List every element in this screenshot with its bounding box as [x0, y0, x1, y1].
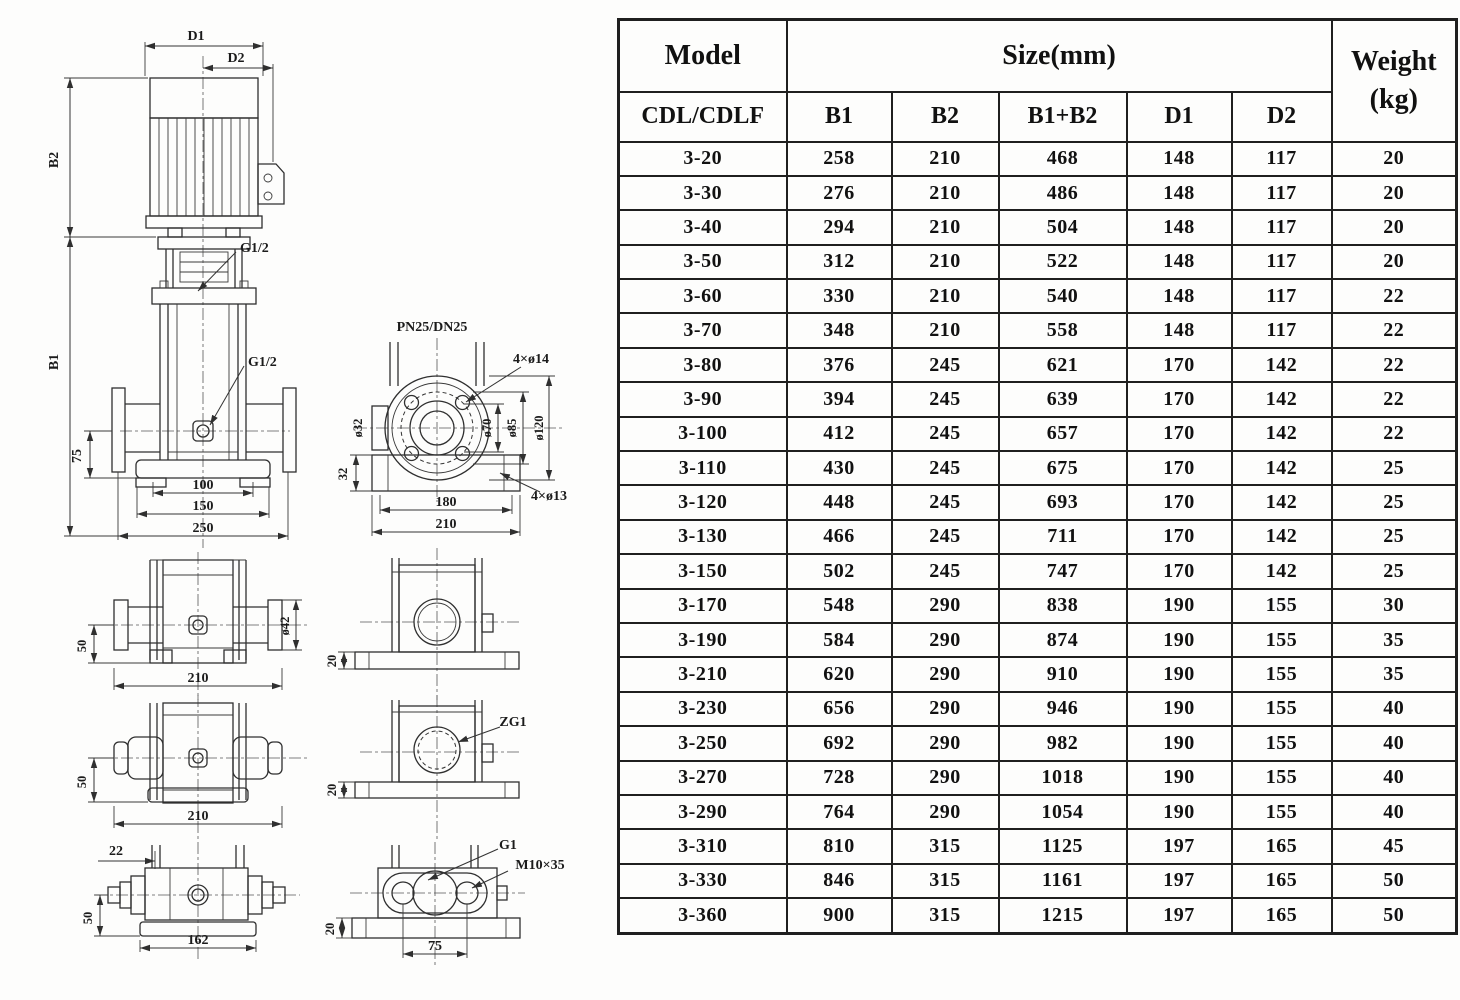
dim-cell: 846 — [787, 864, 892, 898]
dim-cell: 245 — [892, 348, 999, 382]
dim-cell: 20 — [1332, 210, 1457, 244]
table-row — [619, 520, 1457, 554]
dim-cell: 165 — [1232, 829, 1332, 863]
threaded-ports-front-view — [75, 695, 310, 840]
dim-22-label: 22 — [109, 844, 123, 859]
dim-cell: 117 — [1232, 142, 1332, 176]
dim-cell: 148 — [1127, 210, 1232, 244]
dim-cell: 170 — [1127, 451, 1232, 485]
dim-cell: 148 — [1127, 279, 1232, 313]
dim-cell: 290 — [892, 692, 999, 726]
model-cell: 3-170 — [619, 589, 787, 623]
dimension-table — [617, 18, 1455, 935]
stud-spec-label: M10×35 — [515, 858, 565, 873]
dim-150-label: 150 — [192, 499, 214, 514]
dim-cell: 245 — [892, 485, 999, 519]
table-row — [619, 485, 1457, 519]
dim-cell: 711 — [999, 520, 1127, 554]
model-cell: 3-310 — [619, 829, 787, 863]
threaded-ports-side-view — [325, 695, 527, 840]
dim-cell: 245 — [892, 554, 999, 588]
dim-cell: 210 — [892, 279, 999, 313]
model-cell: 3-270 — [619, 761, 787, 795]
dim-cell: 25 — [1332, 554, 1457, 588]
dim-cell: 290 — [892, 623, 999, 657]
table-row — [619, 382, 1457, 416]
col-header-b2: B2 — [892, 92, 999, 142]
dim-cell: 117 — [1232, 245, 1332, 279]
table-row — [619, 657, 1457, 691]
dim-180-label: 180 — [435, 495, 457, 510]
dim-cell: 117 — [1232, 210, 1332, 244]
dim-cell: 190 — [1127, 657, 1232, 691]
table-row — [619, 623, 1457, 657]
dim-cell: 430 — [787, 451, 892, 485]
size-group-header: Size(mm) — [787, 20, 1332, 92]
dim-cell: 210 — [892, 176, 999, 210]
drain-port-label: G1/2 — [248, 355, 277, 370]
model-cell: 3-90 — [619, 382, 787, 416]
dim-20-label: 20 — [325, 654, 339, 668]
dim-cell: 1215 — [999, 898, 1127, 933]
dim-32-label: 32 — [336, 467, 350, 481]
dim-cell: 142 — [1232, 451, 1332, 485]
dim-cell: 190 — [1127, 761, 1232, 795]
weight-unit-label: (kg) — [1369, 83, 1418, 115]
elevation-view — [47, 29, 296, 548]
table-row — [619, 589, 1457, 623]
dim-cell: 190 — [1127, 726, 1232, 760]
table-row — [619, 829, 1457, 863]
dim-cell: 1018 — [999, 761, 1127, 795]
model-cell: 3-190 — [619, 623, 787, 657]
dim-cell: 190 — [1127, 589, 1232, 623]
dim-cell: 155 — [1232, 761, 1332, 795]
dim-cell: 620 — [787, 657, 892, 691]
dim-cell: 982 — [999, 726, 1127, 760]
dim-50-label: 50 — [75, 775, 89, 789]
dim-cell: 117 — [1232, 313, 1332, 347]
bolt-circle-dia-label: ø85 — [505, 418, 519, 438]
dim-cell: 25 — [1332, 520, 1457, 554]
dim-cell: 245 — [892, 382, 999, 416]
dim-cell: 448 — [787, 485, 892, 519]
dim-cell: 142 — [1232, 382, 1332, 416]
model-cell: 3-360 — [619, 898, 787, 933]
table-row — [619, 210, 1457, 244]
dim-cell: 45 — [1332, 829, 1457, 863]
dim-cell: 190 — [1127, 623, 1232, 657]
dim-cell: 312 — [787, 245, 892, 279]
vent-port-label: G1/2 — [240, 241, 269, 256]
dim-cell: 294 — [787, 210, 892, 244]
dim-cell: 170 — [1127, 382, 1232, 416]
dim-b1-label: B1 — [47, 353, 62, 371]
dim-cell: 155 — [1232, 795, 1332, 829]
dim-cell: 210 — [892, 313, 999, 347]
dim-cell: 675 — [999, 451, 1127, 485]
dim-cell: 522 — [999, 245, 1127, 279]
dim-cell: 117 — [1232, 176, 1332, 210]
dim-cell: 412 — [787, 417, 892, 451]
col-header-d1: D1 — [1127, 92, 1232, 142]
table-row — [619, 313, 1457, 347]
dim-cell: 764 — [787, 795, 892, 829]
table-row — [619, 176, 1457, 210]
table-row — [619, 451, 1457, 485]
flange-plan-view — [336, 320, 567, 536]
dim-cell: 747 — [999, 554, 1127, 588]
dim-cell: 50 — [1332, 898, 1457, 933]
dim-cell: 155 — [1232, 623, 1332, 657]
dim-cell: 466 — [787, 520, 892, 554]
dim-cell: 486 — [999, 176, 1127, 210]
dim-210-flange-label: 210 — [435, 517, 457, 532]
dim-cell: 35 — [1332, 657, 1457, 691]
dim-cell: 197 — [1127, 864, 1232, 898]
model-cell: 3-100 — [619, 417, 787, 451]
model-cell: 3-290 — [619, 795, 787, 829]
flange-dia-label: ø120 — [532, 415, 546, 441]
dim-cell: 197 — [1127, 898, 1232, 933]
dim-cell: 290 — [892, 726, 999, 760]
flanged-ports-side-view — [325, 548, 520, 700]
table-row — [619, 348, 1457, 382]
oval-flange-side-view — [323, 838, 565, 965]
dim-cell: 348 — [787, 313, 892, 347]
dim-cell: 170 — [1127, 417, 1232, 451]
dim-cell: 210 — [892, 245, 999, 279]
dim-cell: 142 — [1232, 554, 1332, 588]
raised-face-dia-label: ø70 — [480, 418, 494, 438]
port-dia-label: ø32 — [351, 418, 365, 438]
model-cell: 3-60 — [619, 279, 787, 313]
dim-cell: 142 — [1232, 520, 1332, 554]
dim-cell: 258 — [787, 142, 892, 176]
dim-cell: 1054 — [999, 795, 1127, 829]
dim-cell: 692 — [787, 726, 892, 760]
dim-50-label: 50 — [81, 911, 95, 925]
dim-cell: 22 — [1332, 313, 1457, 347]
col-header-d2: D2 — [1232, 92, 1332, 142]
dim-cell: 584 — [787, 623, 892, 657]
dim-cell: 838 — [999, 589, 1127, 623]
weight-header — [1332, 20, 1457, 142]
dim-cell: 30 — [1332, 589, 1457, 623]
model-cell: 3-120 — [619, 485, 787, 519]
pump-technical-drawing — [0, 0, 617, 1000]
dim-75-label: 75 — [428, 939, 442, 954]
dim-cell: 20 — [1332, 245, 1457, 279]
model-header: Model — [619, 20, 787, 92]
model-cell: 3-70 — [619, 313, 787, 347]
dim-cell: 170 — [1127, 485, 1232, 519]
dim-cell: 40 — [1332, 795, 1457, 829]
dim-cell: 155 — [1232, 589, 1332, 623]
dim-210-label: 210 — [187, 671, 209, 686]
dim-cell: 22 — [1332, 348, 1457, 382]
dim-cell: 548 — [787, 589, 892, 623]
table-row — [619, 279, 1457, 313]
dim-cell: 155 — [1232, 692, 1332, 726]
dim-cell: 50 — [1332, 864, 1457, 898]
dim-cell: 190 — [1127, 692, 1232, 726]
dim-cell: 900 — [787, 898, 892, 933]
dim-cell: 502 — [787, 554, 892, 588]
dim-cell: 376 — [787, 348, 892, 382]
dim-cell: 656 — [787, 692, 892, 726]
dim-d1-label: D1 — [187, 29, 205, 44]
dim-cell: 315 — [892, 864, 999, 898]
dim-cell: 290 — [892, 795, 999, 829]
dim-cell: 315 — [892, 898, 999, 933]
dim-cell: 148 — [1127, 245, 1232, 279]
dim-cell: 728 — [787, 761, 892, 795]
dim-cell: 170 — [1127, 348, 1232, 382]
series-header: CDL/CDLF — [619, 92, 787, 142]
dim-cell: 657 — [999, 417, 1127, 451]
dim-cell: 639 — [999, 382, 1127, 416]
dim-cell: 315 — [892, 829, 999, 863]
dim-cell: 197 — [1127, 829, 1232, 863]
table-row — [619, 245, 1457, 279]
dim-cell: 245 — [892, 417, 999, 451]
dim-cell: 910 — [999, 657, 1127, 691]
col-header-b1b2: B1+B2 — [999, 92, 1127, 142]
dim-cell: 210 — [892, 210, 999, 244]
table-row — [619, 692, 1457, 726]
table-body — [619, 142, 1457, 934]
model-cell: 3-250 — [619, 726, 787, 760]
port-thread-g1-label: G1 — [499, 838, 517, 853]
dim-cell: 148 — [1127, 313, 1232, 347]
model-cell: 3-110 — [619, 451, 787, 485]
dim-50-label: 50 — [75, 639, 89, 653]
dim-cell: 290 — [892, 657, 999, 691]
dim-cell: 210 — [892, 142, 999, 176]
dim-cell: 40 — [1332, 726, 1457, 760]
dim-cell: 170 — [1127, 554, 1232, 588]
dim-cell: 25 — [1332, 485, 1457, 519]
dim-cell: 40 — [1332, 692, 1457, 726]
dim-cell: 142 — [1232, 417, 1332, 451]
dim-cell: 946 — [999, 692, 1127, 726]
dim-100-label: 100 — [192, 478, 214, 493]
dim-250-label: 250 — [192, 521, 214, 536]
table-row — [619, 898, 1457, 933]
dim-cell: 22 — [1332, 279, 1457, 313]
dim-cell: 165 — [1232, 864, 1332, 898]
dim-cell: 874 — [999, 623, 1127, 657]
dim-cell: 1125 — [999, 829, 1127, 863]
dim-cell: 148 — [1127, 176, 1232, 210]
dim-cell: 276 — [787, 176, 892, 210]
table-row — [619, 554, 1457, 588]
dim-cell: 810 — [787, 829, 892, 863]
dim-cell: 22 — [1332, 417, 1457, 451]
dim-cell: 25 — [1332, 451, 1457, 485]
oval-flange-front-view — [81, 842, 300, 960]
dim-cell: 117 — [1232, 279, 1332, 313]
bolt-holes-label: 4×ø14 — [513, 352, 549, 367]
dim-162-label: 162 — [187, 933, 209, 948]
dim-cell: 1161 — [999, 864, 1127, 898]
dim-75-label: 75 — [70, 449, 85, 463]
dim-20-label: 20 — [323, 922, 337, 936]
flange-rating-label: PN25/DN25 — [396, 320, 468, 335]
dim-b2-label: B2 — [47, 151, 62, 169]
table-row — [619, 795, 1457, 829]
dim-cell: 20 — [1332, 176, 1457, 210]
table-row — [619, 417, 1457, 451]
dim-cell: 504 — [999, 210, 1127, 244]
base-holes-label: 4×ø13 — [531, 489, 567, 504]
dim-cell: 190 — [1127, 795, 1232, 829]
model-cell: 3-330 — [619, 864, 787, 898]
model-cell: 3-130 — [619, 520, 787, 554]
col-header-b1: B1 — [787, 92, 892, 142]
dim-cell: 394 — [787, 382, 892, 416]
dim-d2-label: D2 — [227, 51, 245, 66]
model-cell: 3-50 — [619, 245, 787, 279]
dim-cell: 142 — [1232, 348, 1332, 382]
dim-cell: 540 — [999, 279, 1127, 313]
dim-cell: 155 — [1232, 726, 1332, 760]
dim-cell: 621 — [999, 348, 1127, 382]
model-cell: 3-210 — [619, 657, 787, 691]
table-row — [619, 864, 1457, 898]
spec-table — [617, 18, 1458, 935]
dim-cell: 155 — [1232, 657, 1332, 691]
dim-cell: 245 — [892, 520, 999, 554]
port-dia-42-label: ø42 — [278, 616, 292, 636]
dim-cell: 468 — [999, 142, 1127, 176]
dim-cell: 40 — [1332, 761, 1457, 795]
model-cell: 3-150 — [619, 554, 787, 588]
dim-210-label: 210 — [187, 809, 209, 824]
dim-cell: 290 — [892, 589, 999, 623]
flanged-ports-front-view — [75, 552, 310, 700]
dim-cell: 330 — [787, 279, 892, 313]
dim-cell: 290 — [892, 761, 999, 795]
dim-cell: 245 — [892, 451, 999, 485]
dim-cell: 35 — [1332, 623, 1457, 657]
model-cell: 3-80 — [619, 348, 787, 382]
model-cell: 3-40 — [619, 210, 787, 244]
table-row — [619, 761, 1457, 795]
table-row — [619, 142, 1457, 176]
model-cell: 3-230 — [619, 692, 787, 726]
table-row — [619, 726, 1457, 760]
dim-cell: 170 — [1127, 520, 1232, 554]
dim-cell: 142 — [1232, 485, 1332, 519]
dim-cell: 20 — [1332, 142, 1457, 176]
dim-cell: 148 — [1127, 142, 1232, 176]
dim-cell: 693 — [999, 485, 1127, 519]
thread-zg1-label: ZG1 — [499, 715, 527, 730]
dim-cell: 165 — [1232, 898, 1332, 933]
model-cell: 3-20 — [619, 142, 787, 176]
weight-label: Weight — [1351, 45, 1437, 77]
dim-cell: 558 — [999, 313, 1127, 347]
dim-20-label: 20 — [325, 783, 339, 797]
dim-cell: 22 — [1332, 382, 1457, 416]
model-cell: 3-30 — [619, 176, 787, 210]
